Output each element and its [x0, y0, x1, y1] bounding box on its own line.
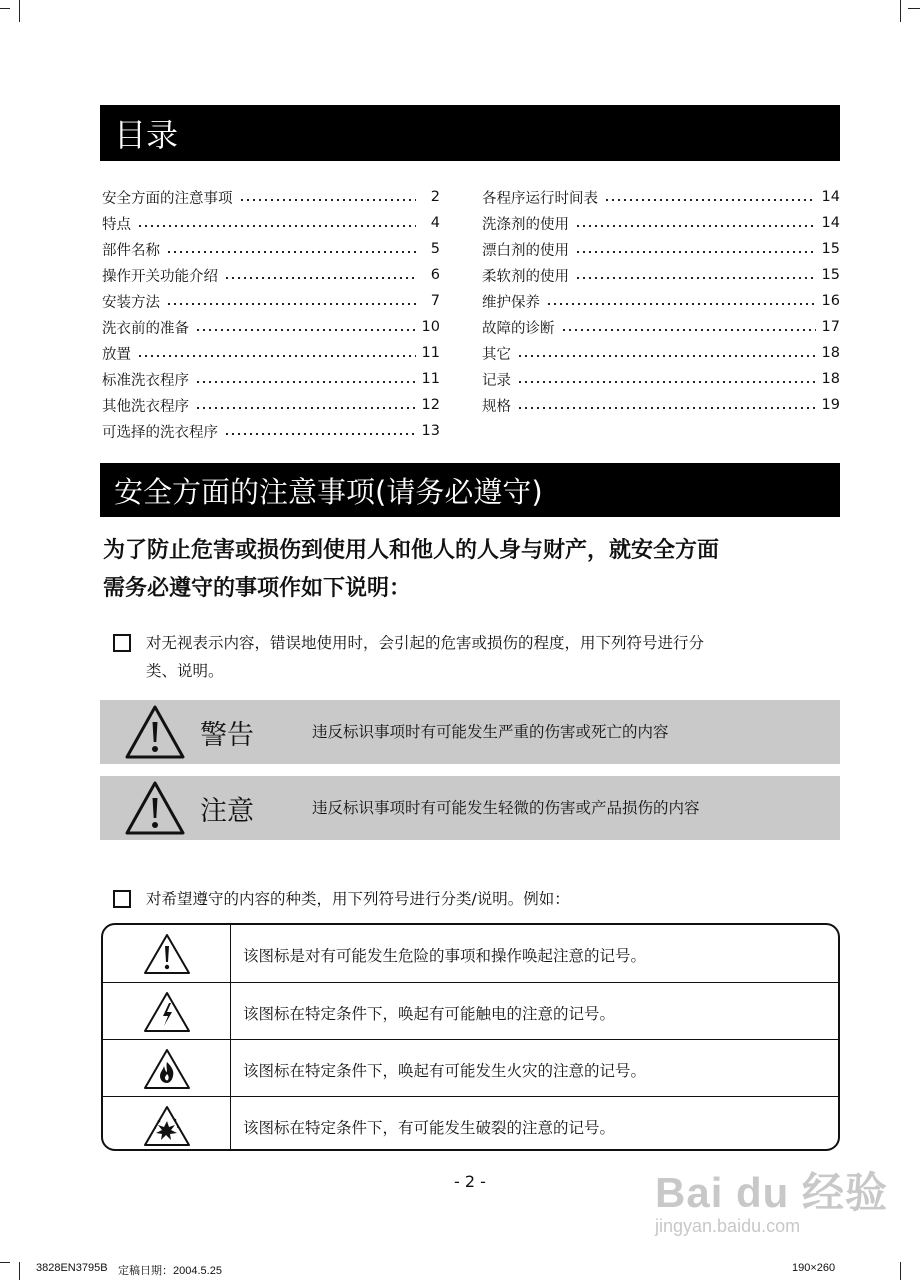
checkbox-text-line: 对无视表示内容，错误地使用时，会引起的危害或损伤的程度，用下列符号进行分 [146, 634, 705, 652]
dot-leader [224, 433, 416, 435]
dot-leader [561, 329, 816, 331]
toc-entry[interactable] [102, 184, 440, 210]
toc-entry[interactable] [102, 288, 440, 314]
toc-entry-page: 18 [821, 345, 840, 361]
symbol-row [103, 982, 838, 1040]
toc-entry[interactable] [102, 340, 440, 366]
toc-entry-page: 13 [421, 423, 440, 439]
footer-date: 定稿日期：2004.5.25 [118, 1265, 222, 1277]
toc-entry-page: 15 [821, 241, 840, 257]
toc-entry-page: 12 [421, 397, 440, 413]
toc-entry-label: 规格 [482, 398, 511, 415]
toc-entry-label: 漂白剂的使用 [482, 242, 569, 259]
toc-entry-page: 6 [430, 267, 440, 283]
toc-entry-page: 15 [821, 267, 840, 283]
toc-entry[interactable] [102, 262, 440, 288]
dot-leader [575, 225, 816, 227]
toc-entry-label: 标准洗衣程序 [102, 372, 189, 389]
toc-entry-page: 14 [821, 189, 840, 205]
toc-entry-page: 18 [821, 371, 840, 387]
toc-entry[interactable] [482, 210, 840, 236]
page-number: - 2 - [454, 1172, 486, 1191]
crop-mark [900, 1262, 901, 1280]
crop-mark [908, 8, 920, 9]
toc-entry[interactable] [482, 262, 840, 288]
toc-entry-label: 维护保养 [482, 294, 540, 311]
crop-mark [900, 0, 901, 22]
toc-entry-page: 16 [821, 293, 840, 309]
symbol-icon-cell [103, 983, 231, 1040]
checkbox-square [113, 890, 131, 908]
explosion-icon [143, 1105, 191, 1147]
safety-intro [103, 532, 848, 608]
toc-entry-label: 洗衣前的准备 [102, 320, 189, 337]
toc-entry-label: 故障的诊断 [482, 320, 555, 337]
dot-leader [575, 251, 816, 253]
dot-leader [604, 199, 816, 201]
checkbox-square [113, 634, 131, 652]
warning-description: 违反标识事项时有可能发生严重的伤害或死亡的内容 [312, 723, 669, 741]
dot-leader [517, 355, 816, 357]
toc-entry[interactable] [102, 314, 440, 340]
symbol-row [103, 925, 838, 982]
intro-line: 为了防止危害或损伤到使用人和他人的人身与财产，就安全方面 [103, 538, 720, 563]
toc-entry[interactable] [102, 392, 440, 418]
checkbox-text-2: 对希望遵守的内容的种类，用下列符号进行分类/说明。例如： [146, 890, 570, 908]
caution-box [100, 776, 840, 840]
dot-leader [137, 225, 416, 227]
crop-mark [0, 1262, 10, 1263]
caution-description: 违反标识事项时有可能发生轻微的伤害或产品损伤的内容 [312, 799, 700, 817]
toc-entry-page: 2 [430, 189, 440, 205]
symbol-description: 该图标是对有可能发生危险的事项和操作唤起注意的记号。 [243, 947, 647, 965]
symbol-icon-cell [103, 925, 231, 982]
toc-entry[interactable] [482, 392, 840, 418]
watermark-url: jingyan.baidu.com [655, 1216, 801, 1236]
dot-leader [546, 303, 816, 305]
toc-entry-label: 部件名称 [102, 242, 160, 259]
footer-code: 3828EN3795B [36, 1262, 108, 1274]
dot-leader [195, 407, 416, 409]
safety-section-title: 安全方面的注意事项(请务必遵守) [100, 463, 840, 517]
symbol-row [103, 1039, 838, 1097]
dot-leader [517, 407, 816, 409]
toc-entry-label: 安装方法 [102, 294, 160, 311]
dot-leader [166, 251, 416, 253]
symbol-row [103, 1096, 838, 1151]
toc-entry-page: 11 [421, 345, 440, 361]
warning-box [100, 700, 840, 764]
checkbox-text-line: 类、说明。 [146, 662, 224, 680]
toc-entry[interactable] [482, 288, 840, 314]
toc-title: 目录 [100, 105, 840, 161]
toc-entry-page: 17 [821, 319, 840, 335]
toc-entry-label: 各程序运行时间表 [482, 190, 598, 207]
symbol-description: 该图标在特定条件下，唤起有可能发生火灾的注意的记号。 [243, 1062, 647, 1080]
toc-entry[interactable] [102, 236, 440, 262]
dot-leader [166, 303, 416, 305]
baidu-watermark [655, 1160, 889, 1236]
crop-mark [19, 1262, 20, 1280]
symbol-description: 该图标在特定条件下，唤起有可能触电的注意的记号。 [243, 1005, 616, 1023]
intro-line: 需务必遵守的事项作如下说明： [103, 576, 412, 601]
toc-entry[interactable] [482, 314, 840, 340]
toc-entry[interactable] [102, 210, 440, 236]
exclamation-triangle-icon [143, 933, 191, 975]
warning-triangle-icon [124, 704, 186, 760]
toc-entry-page: 7 [430, 293, 440, 309]
toc-entry-page: 10 [421, 319, 440, 335]
toc-entry-label: 记录 [482, 372, 511, 389]
caution-triangle-icon [124, 780, 186, 836]
symbol-table [101, 923, 840, 1151]
toc-entry-page: 4 [430, 215, 440, 231]
toc-entry-page: 11 [421, 371, 440, 387]
toc-entry-label: 安全方面的注意事项 [102, 190, 233, 207]
checkbox-text-1 [146, 629, 841, 685]
symbol-icon-cell [103, 1040, 231, 1097]
symbol-description: 该图标在特定条件下，有可能发生破裂的注意的记号。 [243, 1119, 616, 1137]
toc-entry-page: 5 [430, 241, 440, 257]
crop-mark [19, 0, 20, 22]
footer-size: 190×260 [792, 1262, 836, 1274]
dot-leader [195, 329, 416, 331]
toc-entry[interactable] [482, 366, 840, 392]
caution-label: 注意 [200, 796, 254, 827]
toc-entry[interactable] [102, 418, 440, 444]
toc-entry-label: 可选择的洗衣程序 [102, 424, 218, 441]
toc-entry-label: 操作开关功能介绍 [102, 268, 218, 285]
watermark-logo: Bai du 经验 [655, 1169, 889, 1216]
dot-leader [137, 355, 416, 357]
dot-leader [239, 199, 417, 201]
dot-leader [517, 381, 816, 383]
toc-entry-label: 洗涤剂的使用 [482, 216, 569, 233]
fire-hazard-icon [143, 1048, 191, 1090]
dot-leader [195, 381, 416, 383]
toc-entry-page: 14 [821, 215, 840, 231]
dot-leader [224, 277, 416, 279]
toc-left-column [102, 184, 440, 444]
toc-entry-page: 19 [821, 397, 840, 413]
warning-label: 警告 [200, 720, 254, 751]
electric-shock-icon [143, 991, 191, 1033]
crop-mark [0, 8, 10, 9]
toc-right-column [482, 184, 840, 418]
toc-entry-label: 柔软剂的使用 [482, 268, 569, 285]
toc-entry[interactable] [482, 236, 840, 262]
toc-entry-label: 其它 [482, 346, 511, 363]
symbol-icon-cell [103, 1097, 231, 1151]
toc-entry-label: 其他洗衣程序 [102, 398, 189, 415]
toc-entry-label: 放置 [102, 346, 131, 363]
toc-entry[interactable] [482, 340, 840, 366]
toc-entry[interactable] [482, 184, 840, 210]
dot-leader [575, 277, 816, 279]
toc-entry-label: 特点 [102, 216, 131, 233]
toc-entry[interactable] [102, 366, 440, 392]
